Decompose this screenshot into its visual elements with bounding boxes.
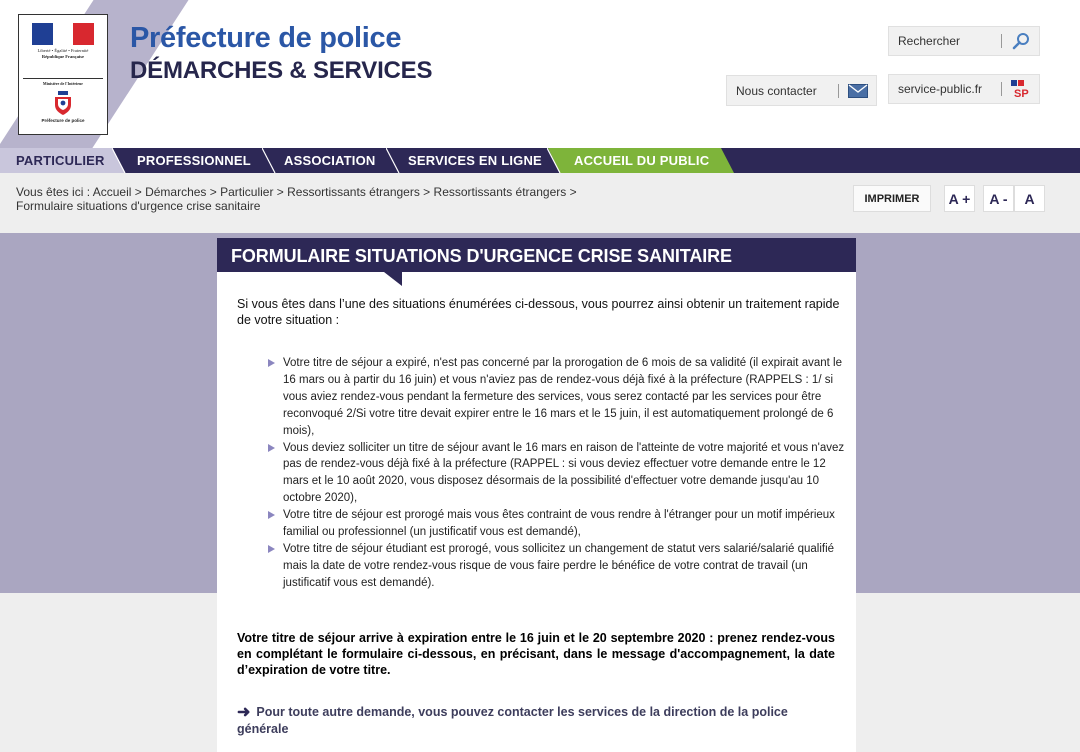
list-item-text: Votre titre de séjour est prorogé mais vous êtes contraint de vous rendre à l'étranger pour un motif impérieux familial ou professionnel (un justificatif vous est demandé), — [283, 509, 835, 539]
bullet-arrow-icon — [268, 444, 275, 452]
font-increase-button[interactable]: A + — [944, 185, 975, 212]
french-flag-icon — [32, 23, 94, 45]
article-card — [217, 238, 856, 752]
nav-label-services-en-ligne: SERVICES EN LIGNE — [408, 153, 542, 168]
search-input[interactable]: Rechercher — [898, 34, 961, 48]
bullet-arrow-icon — [268, 545, 275, 553]
nav-professionnel[interactable] — [137, 148, 251, 173]
nav-separator — [112, 148, 126, 173]
list-item-text: Votre titre de séjour a expiré, n'est pas concerné par la prorogation de 6 mois de sa validité (il expirait avant le 16 mars ou à partir du 16 juin) et vous n'aviez pas de rendez-vous déjà fixé à la préfecture (RAPPELS : 1/ si vous aviez rendez-vous pendant la fermeture des services, vous serez contacté par les services pour être reconvoqué 2/Si votre titre devait expirer entre le 16 mars et le 15 juin, il est automatiquement prolongé de 6 mois), — [283, 357, 842, 437]
logo-motto: Liberté • Égalité • Fraternité — [37, 48, 89, 53]
nav-separator — [721, 148, 735, 173]
list-item — [268, 355, 846, 440]
contact-services-link[interactable] — [237, 704, 837, 737]
arrow-right-icon: ➜ — [237, 704, 251, 721]
search-box[interactable] — [888, 26, 1040, 56]
list-item-text: Votre titre de séjour étudiant est prorogé, vous sollicitez un changement de statut vers salarié/salarié qualifié mais la date de votre rendez-vous risque de vous faire perdre le bénéfice de votre contrat de travail (un justificatif vous est demandé). — [283, 542, 835, 589]
service-public-link[interactable] — [888, 74, 1040, 104]
nav-label-particulier: PARTICULIER — [16, 153, 105, 168]
contact-label: Nous contacter — [736, 83, 817, 98]
nav-particulier[interactable] — [0, 148, 112, 173]
list-item — [268, 507, 846, 541]
print-button[interactable]: IMPRIMER — [853, 185, 931, 212]
list-item — [268, 541, 846, 592]
search-icon[interactable] — [1008, 30, 1034, 52]
expiration-notice: Votre titre de séjour arrive à expiration entre le 16 juin et le 20 septembre 2020 : prenez rendez-vous en complétant le formulaire ci-dessous, en précisant, dans le message d'accompagnement, la date d’expiration de votre titre. — [237, 631, 835, 677]
search-divider — [1001, 34, 1002, 48]
logo-divider — [23, 78, 103, 79]
sp-divider — [1001, 82, 1002, 96]
nav-label-association: ASSOCIATION — [284, 153, 376, 168]
logo-republic-text — [23, 48, 103, 60]
bullet-arrow-icon — [268, 359, 275, 367]
contact-services-text: Pour toute autre demande, vous pouvez contacter les services de la direction de la police générale — [237, 705, 788, 736]
sp-badge-text: SP — [1014, 88, 1029, 99]
envelope-icon — [845, 80, 871, 102]
bullet-arrow-icon — [268, 511, 275, 519]
brand-title[interactable]: Préfecture de police — [130, 22, 402, 54]
main-nav — [0, 148, 1080, 173]
nav-separator — [547, 148, 561, 173]
logo-ministry: Ministère de l'Intérieur — [42, 81, 84, 86]
site-header — [0, 0, 1080, 148]
situations-list — [268, 355, 846, 592]
nav-association[interactable] — [284, 148, 376, 173]
font-reset-button[interactable]: A — [1014, 185, 1045, 212]
nav-separator — [262, 148, 276, 173]
breadcrumb[interactable]: Vous êtes ici : Accueil > Démarches > Particulier > Ressortissants étrangers > Ressortissants étrangers > Formulaire situations d'urgence crise sanitaire — [16, 185, 577, 213]
nav-accueil-du-public[interactable] — [561, 148, 721, 173]
nav-label-professionnel: PROFESSIONNEL — [137, 153, 251, 168]
nav-services-en-ligne[interactable] — [408, 148, 542, 173]
title-notch — [384, 272, 402, 286]
logo-prefecture: Préfecture de police — [41, 118, 85, 123]
logo-republic: République Française — [41, 54, 85, 59]
service-public-label: service-public.fr — [898, 82, 983, 96]
brand-subtitle: DÉMARCHES & SERVICES — [130, 57, 433, 84]
nav-separator — [386, 148, 400, 173]
article-title: FORMULAIRE SITUATIONS D'URGENCE CRISE SANITAIRE — [217, 238, 856, 272]
prefecture-logo[interactable] — [18, 14, 108, 135]
contact-button[interactable] — [726, 75, 877, 106]
article-intro: Si vous êtes dans l’une des situations énumérées ci-dessous, vous pourrez ainsi obtenir un traitement rapide de votre situation : — [237, 297, 840, 327]
nav-label-accueil-du-public: ACCUEIL DU PUBLIC — [574, 153, 710, 168]
service-public-logo-icon — [1008, 78, 1034, 100]
police-emblem-icon — [52, 91, 74, 115]
contact-divider — [838, 84, 839, 98]
list-item — [268, 440, 846, 508]
font-decrease-button[interactable]: A - — [983, 185, 1014, 212]
list-item-text: Vous deviez solliciter un titre de séjour avant le 16 mars en raison de l'atteinte de votre majorité et vous n'avez pas de rendez-vous déjà fixé à la préfecture (RAPPEL : si vous deviez effectuer votre demande entre le 12 mars et le 10 août 2020, vous disposez désormais de la possibilité d'effectuer votre demande jusqu'au 10 octobre 2020), — [283, 441, 845, 505]
